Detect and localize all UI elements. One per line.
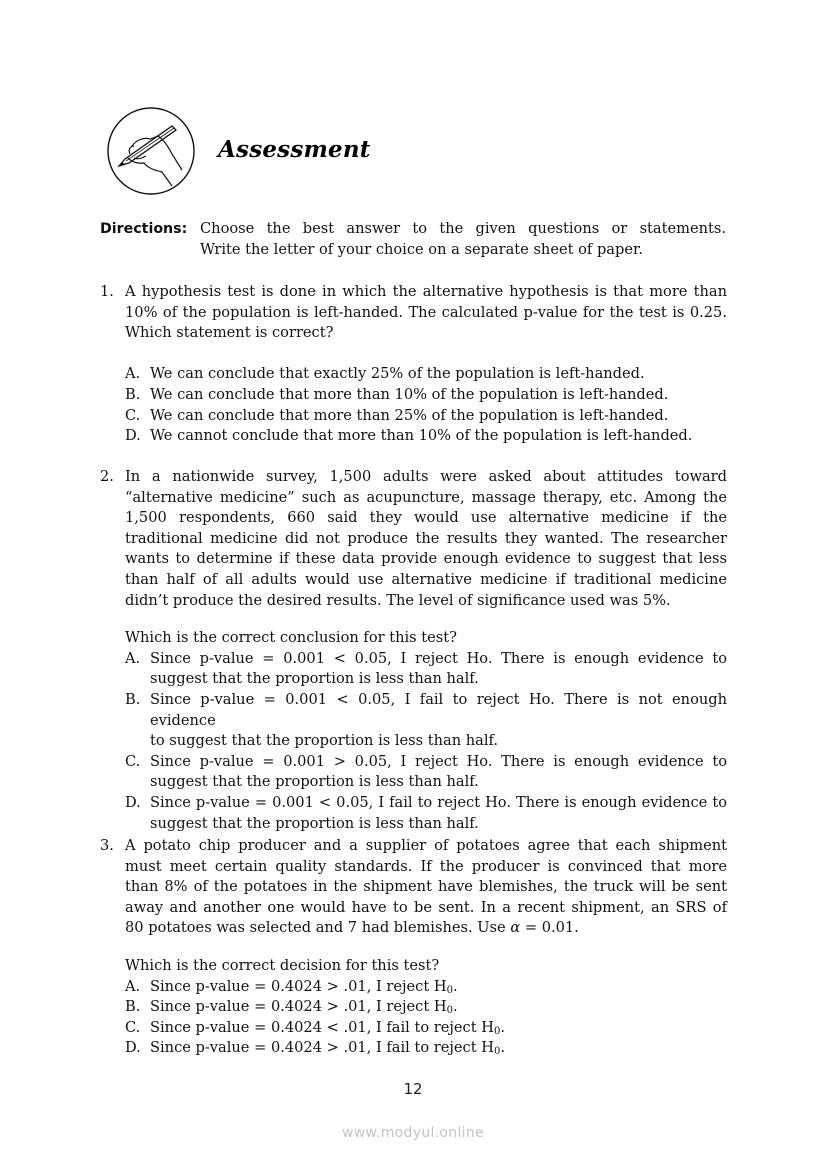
option-letter: D.	[125, 793, 141, 811]
directions-text-line-1: Choose the best answer to the given questions or statements.	[200, 220, 726, 237]
option-letter: C.	[125, 406, 141, 424]
question-stem	[125, 282, 727, 344]
option-letter: B.	[125, 690, 141, 708]
option-a	[125, 364, 727, 385]
question-prompt: Which is the correct conclusion for this test?	[125, 629, 457, 647]
option-letter: D.	[125, 427, 141, 445]
option-b	[125, 690, 727, 752]
stem-line: 1,500 respondents, 660 said they would use alternative medicine if the	[125, 509, 727, 527]
option-letter: B.	[125, 998, 141, 1016]
option-text: suggest that the proportion is less than half.	[150, 773, 479, 791]
stem-line: must meet certain quality standards. If the producer is convinced that more	[125, 857, 727, 875]
option-text: Since p-value = 0.4024 < .01, I fail to reject H	[150, 1018, 494, 1036]
subscript: 0	[493, 1046, 501, 1058]
option-text: We cannot conclude that more than 10% of the population is left-handed.	[150, 427, 693, 445]
option-text: We can conclude that more than 10% of the population is left-handed.	[150, 385, 669, 403]
stem-line: A hypothesis test is done in which the alternative hypothesis is that more than	[125, 283, 727, 300]
hand-writing-with-pencil-icon	[106, 106, 196, 196]
option-letter: A.	[125, 649, 141, 667]
option-text: Since p-value = 0.001 > 0.05, I reject Ho. There is enough evidence to	[150, 752, 727, 770]
option-letter: C.	[125, 752, 141, 770]
option-end: .	[500, 1018, 505, 1036]
stem-line: away and another one would have to be sent. In a recent shipment, an SRS of	[125, 898, 727, 916]
question-2	[100, 467, 727, 834]
question-3	[100, 836, 727, 1059]
option-text: Since p-value = 0.001 < 0.05, I reject Ho. There is enough evidence to	[150, 649, 727, 667]
question-number: 2.	[100, 468, 114, 485]
option-c	[125, 752, 727, 793]
option-d	[125, 1038, 727, 1059]
assessment-header	[106, 106, 506, 198]
option-end: .	[452, 998, 458, 1016]
stem-line: traditional medicine did not produce the results they wanted. The researcher	[125, 529, 727, 547]
stem-line: wants to determine if these data provide enough evidence to suggest that less	[125, 550, 727, 568]
option-text: Since p-value = 0.001 < 0.05, I fail to reject Ho. There is enough evidence to	[150, 793, 727, 811]
options-list	[125, 649, 727, 834]
stem-line: than 8% of the potatoes in the shipment have blemishes, the truck will be sent	[125, 878, 727, 896]
page-title: Assessment	[218, 136, 371, 163]
option-text: Since p-value = 0.001 < 0.05, I fail to reject Ho. There is not enough evidence	[150, 690, 727, 729]
stem-line: didn’t produce the desired results. The level of significance used was 5%.	[125, 591, 671, 609]
option-a	[125, 977, 727, 998]
alpha-symbol: α	[510, 919, 521, 937]
option-b	[125, 385, 727, 406]
stem-line: than half of all adults would use alternative medicine if traditional medicine	[125, 570, 727, 588]
stem-line: “alternative medicine” such as acupuncture, massage therapy, etc. Among the	[125, 488, 727, 506]
watermark: www.modyul.online	[342, 1125, 484, 1141]
option-text: We can conclude that exactly 25% of the population is left-handed.	[150, 365, 645, 383]
stem-line: In a nationwide survey, 1,500 adults were asked about attitudes toward	[125, 468, 727, 485]
stem-line: 10% of the population is left-handed. The calculated p-value for the test is 0.25.	[125, 303, 727, 321]
question-number: 1.	[100, 283, 114, 300]
question-number: 3.	[100, 837, 114, 854]
option-text: suggest that the proportion is less than half.	[150, 670, 479, 688]
option-end: .	[452, 977, 458, 995]
directions-label: Directions:	[100, 221, 188, 237]
option-text: Since p-value = 0.4024 > .01, I fail to reject H	[150, 1039, 494, 1057]
stem-line	[125, 919, 579, 936]
question-stem	[125, 836, 727, 939]
subscript: 0	[493, 1025, 501, 1037]
option-d	[125, 426, 727, 447]
page-number: 12	[403, 1080, 423, 1098]
option-text: Since p-value = 0.4024 > .01, I reject H	[150, 977, 447, 995]
directions-block	[100, 219, 726, 260]
option-d	[125, 793, 727, 834]
alpha-value: = 0.01.	[520, 919, 579, 937]
option-text: suggest that the proportion is less than half.	[150, 814, 479, 832]
option-text: Since p-value = 0.4024 > .01, I reject H	[150, 998, 447, 1016]
question-prompt: Which is the correct decision for this test?	[125, 956, 440, 974]
subscript: 0	[446, 1005, 453, 1017]
option-end: .	[500, 1039, 505, 1057]
question-stem	[125, 467, 727, 611]
stem-text: 80 potatoes was selected and 7 had blemishes. Use	[125, 919, 511, 937]
option-text: We can conclude that more than 25% of the population is left-handed.	[150, 406, 669, 424]
option-letter: A.	[125, 365, 141, 383]
options-list	[125, 977, 727, 1059]
question-1	[100, 282, 727, 447]
option-letter: C.	[125, 1018, 141, 1036]
option-c	[125, 406, 727, 427]
options-list	[125, 364, 727, 446]
option-letter: D.	[125, 1039, 141, 1057]
option-letter: B.	[125, 385, 141, 403]
option-a	[125, 649, 727, 690]
stem-line: A potato chip producer and a supplier of potatoes agree that each shipment	[125, 837, 727, 854]
option-b	[125, 997, 727, 1018]
stem-line: Which statement is correct?	[125, 324, 334, 342]
subscript: 0	[446, 984, 453, 996]
directions-text-line-2: Write the letter of your choice on a separate sheet of paper.	[200, 240, 643, 258]
option-text: to suggest that the proportion is less than half.	[150, 732, 499, 750]
option-letter: A.	[125, 977, 141, 995]
option-c	[125, 1018, 727, 1039]
